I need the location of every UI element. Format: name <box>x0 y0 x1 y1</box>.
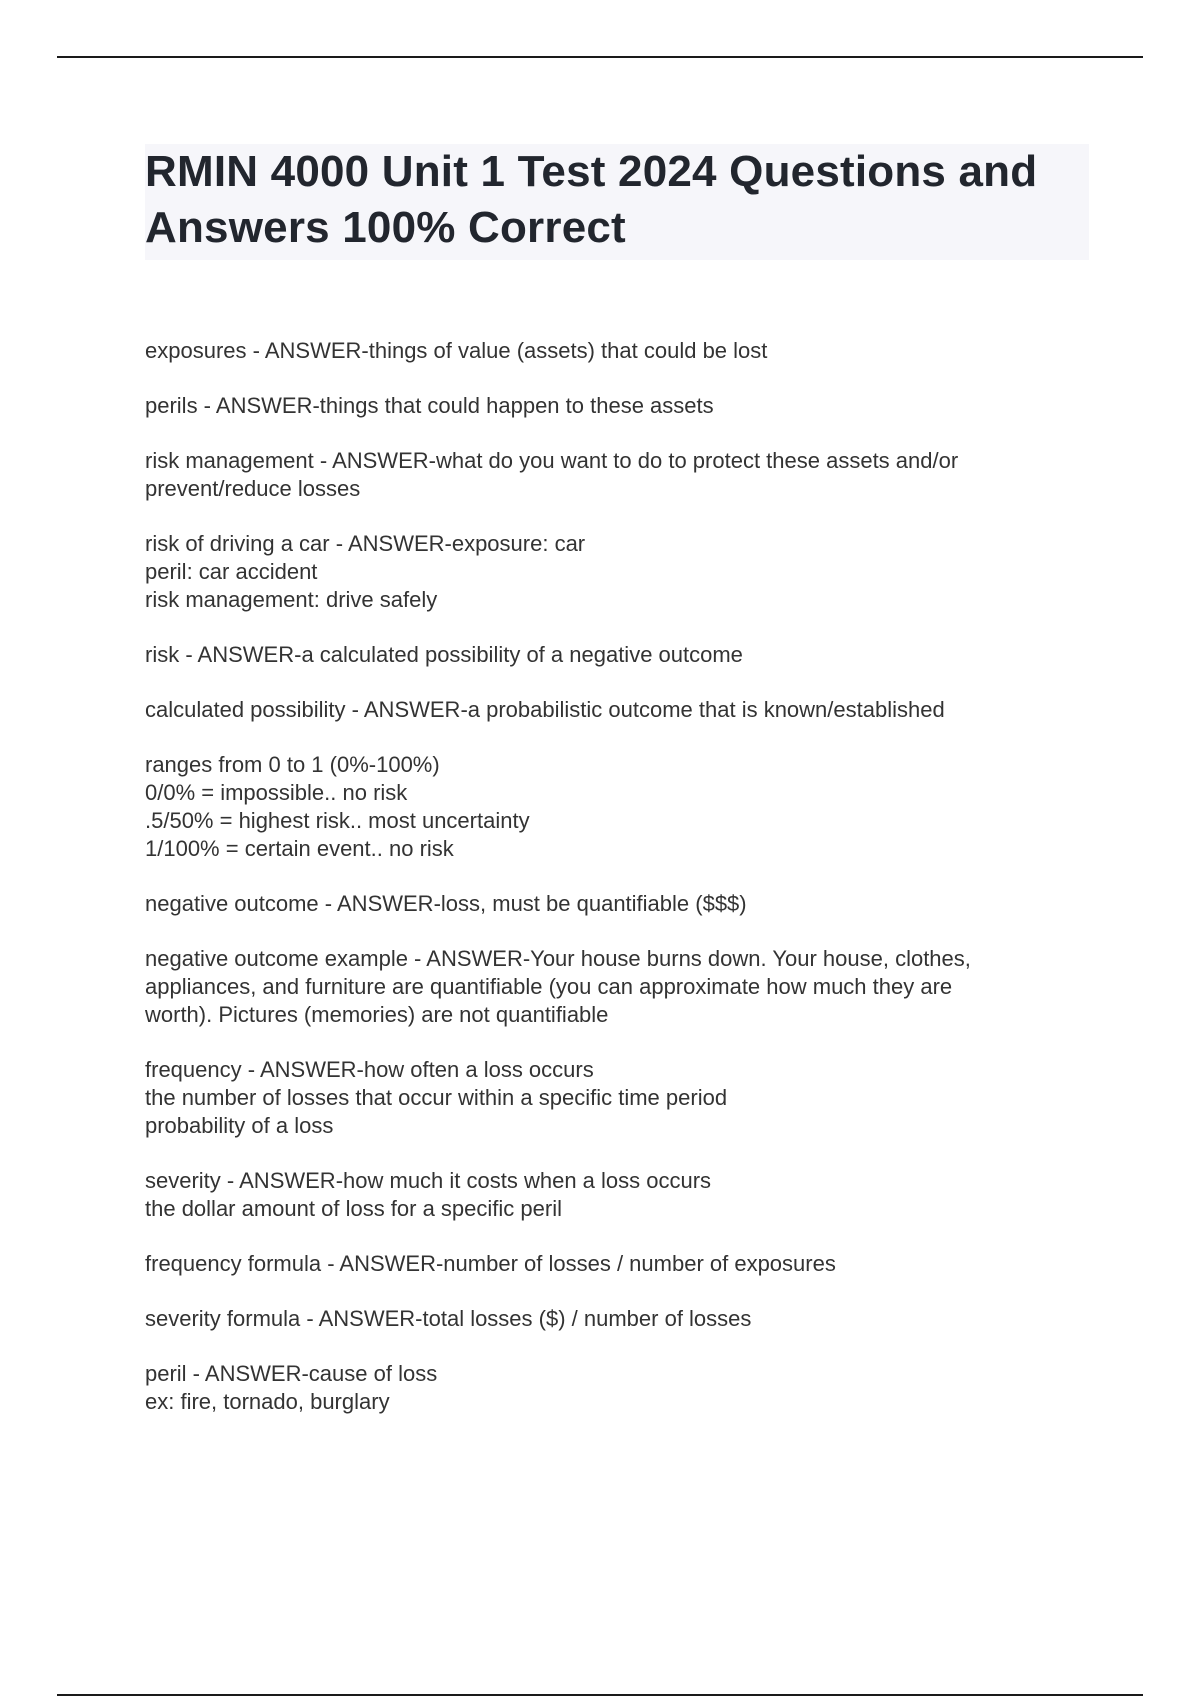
qa-entry-text: perils - ANSWER-things that could happen to these assets <box>145 393 714 418</box>
qa-entry-text: risk of driving a car - ANSWER-exposure: car peril: car accident risk management: drive safely <box>145 531 586 612</box>
document-title: RMIN 4000 Unit 1 Test 2024 Questions and Answers 100% Correct <box>145 147 1038 252</box>
qa-entry-text: ranges from 0 to 1 (0%-100%) 0/0% = impossible.. no risk .5/50% = highest risk.. most uncertainty 1/100% = certain event.. no risk <box>145 752 530 861</box>
qa-entry-text: frequency - ANSWER-how often a loss occurs the number of losses that occur within a specific time period probability of a loss <box>145 1057 728 1138</box>
qa-entry-text: severity formula - ANSWER-total losses ($) / number of losses <box>145 1306 752 1331</box>
qa-entry <box>145 945 1089 1029</box>
qa-entry <box>145 1056 1089 1140</box>
qa-entry-text: risk - ANSWER-a calculated possibility of a negative outcome <box>145 642 743 667</box>
qa-list <box>145 337 1089 1443</box>
footer-rule <box>57 1694 1143 1696</box>
qa-entry <box>145 530 1089 614</box>
qa-entry <box>145 447 1089 503</box>
qa-entry-text: exposures - ANSWER-things of value (assets) that could be lost <box>145 338 768 363</box>
qa-entry <box>145 696 1089 724</box>
qa-entry <box>145 751 1089 863</box>
qa-entry <box>145 392 1089 420</box>
qa-entry <box>145 1167 1089 1223</box>
qa-entry <box>145 641 1089 669</box>
header-rule <box>57 56 1143 58</box>
title-block <box>145 144 1089 260</box>
qa-entry <box>145 1250 1089 1278</box>
qa-entry <box>145 1305 1089 1333</box>
qa-entry-text: negative outcome - ANSWER-loss, must be quantifiable ($$$) <box>145 891 747 916</box>
qa-entry <box>145 1360 1089 1416</box>
qa-entry-text: peril - ANSWER-cause of loss ex: fire, tornado, burglary <box>145 1361 438 1414</box>
qa-entry-text: frequency formula - ANSWER-number of losses / number of exposures <box>145 1251 836 1276</box>
qa-entry-text: calculated possibility - ANSWER-a probabilistic outcome that is known/established <box>145 697 945 722</box>
qa-entry <box>145 337 1089 365</box>
qa-entry-text: risk management - ANSWER-what do you want to do to protect these assets and/or prevent/reduce losses <box>145 448 959 501</box>
qa-entry-text: negative outcome example - ANSWER-Your house burns down. Your house, clothes, appliances, and furniture are quantifiable (you can approximate how much they are worth). Pictures (memories) are not quantifiable <box>145 946 971 1027</box>
qa-entry-text: severity - ANSWER-how much it costs when a loss occurs the dollar amount of loss for a specific peril <box>145 1168 712 1221</box>
qa-entry <box>145 890 1089 918</box>
